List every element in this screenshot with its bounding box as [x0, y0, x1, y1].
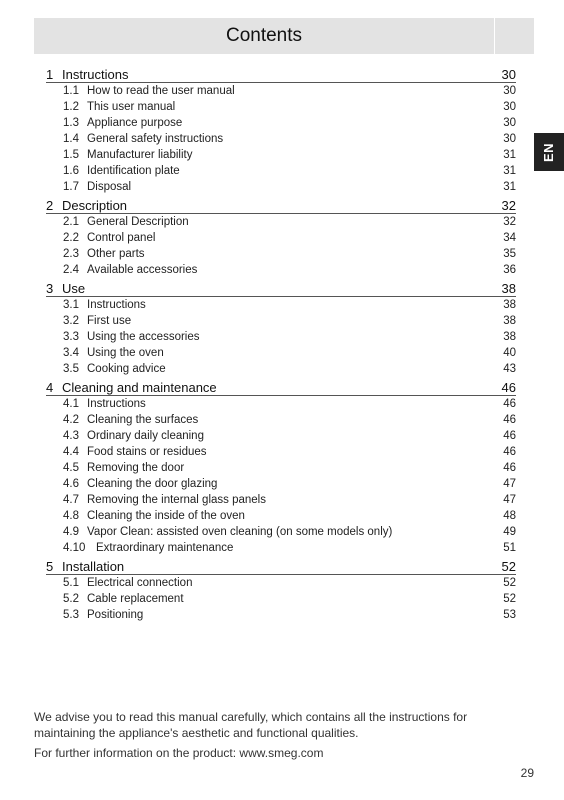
toc-entry-label	[63, 133, 223, 145]
toc-section-number: 4	[46, 380, 54, 395]
toc-entry-label	[63, 149, 192, 161]
toc-entry[interactable]	[63, 575, 516, 591]
toc-entry[interactable]	[63, 396, 516, 412]
toc-entry[interactable]	[63, 540, 516, 556]
toc-section-title: Cleaning and maintenance	[62, 380, 217, 395]
toc-section-2[interactable]	[46, 195, 516, 214]
toc-entry-label	[63, 331, 200, 343]
toc-entry-number: 2.2	[63, 232, 79, 244]
toc-entry-page: 46	[503, 462, 516, 474]
toc-entry-number: 3.4	[63, 347, 79, 359]
toc-entry-label	[63, 542, 233, 554]
toc-entry-page: 38	[503, 331, 516, 343]
toc-entry[interactable]	[63, 329, 516, 345]
toc-entry[interactable]	[63, 492, 516, 508]
toc-entry-number: 1.3	[63, 117, 79, 129]
toc-entry-number: 4.4	[63, 446, 79, 458]
toc-entry-number: 5.2	[63, 593, 79, 605]
toc-entry-label	[63, 299, 146, 311]
toc-entry-label	[63, 430, 204, 442]
toc-entry-label	[63, 248, 145, 260]
toc-section-4[interactable]	[46, 377, 516, 396]
toc-entry-title: Extraordinary maintenance	[96, 542, 234, 554]
table-of-contents	[46, 64, 516, 623]
toc-entry-title: General Description	[87, 216, 189, 228]
toc-section-number: 1	[46, 67, 54, 82]
toc-entry-page: 38	[503, 315, 516, 327]
toc-entry-title: Removing the door	[87, 462, 185, 474]
toc-entry-page: 30	[503, 85, 516, 97]
toc-entry-label	[63, 232, 155, 244]
toc-entry-number: 3.3	[63, 331, 79, 343]
toc-entry[interactable]	[63, 313, 516, 329]
toc-entry[interactable]	[63, 460, 516, 476]
toc-entry-label	[63, 494, 266, 506]
toc-section-1[interactable]	[46, 64, 516, 83]
toc-entry-page: 35	[503, 248, 516, 260]
toc-entry-label	[63, 117, 182, 129]
page-title: Contents	[225, 25, 303, 46]
toc-entry[interactable]	[63, 412, 516, 428]
toc-entry-page: 30	[503, 101, 516, 113]
toc-entry-label	[63, 165, 180, 177]
toc-section-label	[46, 281, 85, 296]
toc-section-number: 5	[46, 559, 54, 574]
toc-entry[interactable]	[63, 131, 516, 147]
toc-entry[interactable]	[63, 214, 516, 230]
toc-entry-title: Cleaning the inside of the oven	[87, 510, 245, 522]
toc-entry-title: Other parts	[87, 248, 145, 260]
toc-entry[interactable]	[63, 99, 516, 115]
toc-entry-number: 1.5	[63, 149, 79, 161]
toc-entry-number: 4.7	[63, 494, 79, 506]
toc-entry-title: General safety instructions	[87, 133, 224, 145]
toc-entry-page: 52	[503, 593, 516, 605]
toc-entry-title: Food stains or residues	[87, 446, 207, 458]
toc-entry[interactable]	[63, 444, 516, 460]
toc-entry-label	[63, 363, 166, 375]
toc-entry-number: 4.8	[63, 510, 79, 522]
toc-section-page: 46	[501, 380, 516, 395]
toc-entry[interactable]	[63, 115, 516, 131]
toc-entry-page: 30	[503, 117, 516, 129]
toc-entry-page: 43	[503, 363, 516, 375]
toc-section-label	[46, 67, 128, 82]
toc-entry-label	[63, 414, 198, 426]
toc-entry-label	[63, 264, 197, 276]
toc-entry[interactable]	[63, 83, 516, 99]
toc-entry-page: 32	[503, 216, 516, 228]
toc-entry-title: Available accessories	[87, 264, 198, 276]
toc-entry-title: This user manual	[87, 101, 176, 113]
toc-entry-label	[63, 315, 131, 327]
page-number: 29	[520, 766, 534, 780]
toc-entry-page: 48	[503, 510, 516, 522]
toc-entry-title: Disposal	[87, 181, 132, 193]
toc-entry-page: 30	[503, 133, 516, 145]
toc-section-title: Installation	[62, 559, 125, 574]
toc-section-label	[46, 380, 217, 395]
advice-text: We advise you to read this manual carefully, which contains all the instructions for maintaining the appliance's aesthetic and functional qualities.	[34, 710, 468, 740]
toc-entry-label	[63, 526, 392, 538]
toc-entry[interactable]	[63, 428, 516, 444]
toc-entry-label	[63, 181, 131, 193]
toc-entry-label	[63, 85, 235, 97]
toc-entry-page: 46	[503, 446, 516, 458]
toc-section-label	[46, 198, 127, 213]
toc-entry-page: 40	[503, 347, 516, 359]
toc-entry-page: 31	[503, 181, 516, 193]
toc-entry-number: 2.3	[63, 248, 79, 260]
toc-entry[interactable]	[63, 163, 516, 179]
toc-entry[interactable]	[63, 524, 516, 540]
toc-section-title: Description	[62, 198, 128, 213]
toc-entry-label	[63, 510, 245, 522]
toc-entry-page: 46	[503, 430, 516, 442]
toc-entry[interactable]	[63, 147, 516, 163]
toc-entry-label	[63, 398, 146, 410]
toc-entry[interactable]	[63, 345, 516, 361]
toc-entry-title: Instructions	[87, 398, 146, 410]
toc-entry-page: 51	[503, 542, 516, 554]
toc-entry-label	[63, 577, 192, 589]
toc-entry-page: 46	[503, 414, 516, 426]
toc-entry-page: 38	[503, 299, 516, 311]
toc-section-label	[46, 559, 124, 574]
toc-entry-page: 47	[503, 478, 516, 490]
toc-entry-number: 2.1	[63, 216, 79, 228]
toc-entry-title: Electrical connection	[87, 577, 193, 589]
toc-entry-page: 36	[503, 264, 516, 276]
toc-entry-title: Manufacturer liability	[87, 149, 193, 161]
toc-entry-number: 1.2	[63, 101, 79, 113]
toc-entry[interactable]	[63, 591, 516, 607]
toc-entry-title: Ordinary daily cleaning	[87, 430, 204, 442]
language-tab-label: EN	[541, 142, 557, 162]
toc-entry-label	[63, 347, 164, 359]
toc-entry-number: 3.5	[63, 363, 79, 375]
toc-section-page: 32	[501, 198, 516, 213]
language-tab	[534, 133, 564, 171]
toc-entry-number: 4.9	[63, 526, 79, 538]
toc-entry-page: 31	[503, 165, 516, 177]
toc-section-page: 30	[501, 67, 516, 82]
toc-entry[interactable]	[63, 246, 516, 262]
toc-entry-label	[63, 462, 184, 474]
toc-entry-number: 4.3	[63, 430, 79, 442]
contents-header	[34, 18, 534, 54]
more-info-text: For further information on the product: www.smeg.com	[34, 746, 324, 760]
toc-entry-title: Cable replacement	[87, 593, 184, 605]
toc-entry-title: Cooking advice	[87, 363, 166, 375]
header-divider	[494, 18, 495, 54]
toc-entry-title: Vapor Clean: assisted oven cleaning (on some models only)	[87, 526, 393, 538]
toc-entry-number: 3.2	[63, 315, 79, 327]
toc-section-title: Use	[62, 281, 86, 296]
toc-section-title: Instructions	[62, 67, 129, 82]
toc-entry-page: 52	[503, 577, 516, 589]
toc-entry[interactable]	[63, 361, 516, 377]
toc-entry-number: 5.3	[63, 609, 79, 621]
toc-entry-number: 2.4	[63, 264, 79, 276]
toc-entry[interactable]	[63, 476, 516, 492]
toc-section-3[interactable]	[46, 278, 516, 297]
toc-entry-number: 5.1	[63, 577, 79, 589]
toc-section-5[interactable]	[46, 556, 516, 575]
toc-entry[interactable]	[63, 230, 516, 246]
toc-entry-title: Cleaning the door glazing	[87, 478, 218, 490]
toc-entry-page: 49	[503, 526, 516, 538]
toc-entry-label	[63, 478, 217, 490]
toc-entry-label	[63, 609, 143, 621]
toc-section-number: 2	[46, 198, 54, 213]
toc-entry-number: 1.7	[63, 181, 79, 193]
toc-section-page: 38	[501, 281, 516, 296]
toc-entry-number: 4.2	[63, 414, 79, 426]
toc-entry-number: 4.10	[63, 542, 86, 554]
toc-entry-title: Using the accessories	[87, 331, 200, 343]
toc-entry-title: Appliance purpose	[87, 117, 183, 129]
footer-note	[34, 709, 514, 761]
toc-entry-title: Control panel	[87, 232, 156, 244]
toc-entry-page: 31	[503, 149, 516, 161]
toc-entry-title: Positioning	[87, 609, 144, 621]
toc-entry-number: 1.1	[63, 85, 79, 97]
toc-entry-label	[63, 216, 189, 228]
toc-entry-number: 1.4	[63, 133, 79, 145]
toc-entry-number: 4.1	[63, 398, 79, 410]
toc-entry-number: 4.5	[63, 462, 79, 474]
toc-entry-number: 1.6	[63, 165, 79, 177]
toc-entry-title: How to read the user manual	[87, 85, 235, 97]
toc-entry[interactable]	[63, 607, 516, 623]
toc-entry-number: 4.6	[63, 478, 79, 490]
toc-section-page: 52	[501, 559, 516, 574]
toc-entry-title: Using the oven	[87, 347, 164, 359]
toc-entry[interactable]	[63, 508, 516, 524]
toc-entry-title: Identification plate	[87, 165, 180, 177]
toc-entry-title: Removing the internal glass panels	[87, 494, 266, 506]
toc-entry[interactable]	[63, 179, 516, 195]
toc-entry-title: Cleaning the surfaces	[87, 414, 199, 426]
toc-entry-page: 34	[503, 232, 516, 244]
toc-entry-label	[63, 593, 184, 605]
toc-entry-label	[63, 101, 175, 113]
toc-entry-title: Instructions	[87, 299, 146, 311]
toc-entry-page: 47	[503, 494, 516, 506]
toc-entry-number: 3.1	[63, 299, 79, 311]
toc-entry-title: First use	[87, 315, 132, 327]
toc-entry-page: 46	[503, 398, 516, 410]
toc-section-number: 3	[46, 281, 54, 296]
toc-entry[interactable]	[63, 297, 516, 313]
toc-entry-label	[63, 446, 207, 458]
toc-entry-page: 53	[503, 609, 516, 621]
toc-entry[interactable]	[63, 262, 516, 278]
